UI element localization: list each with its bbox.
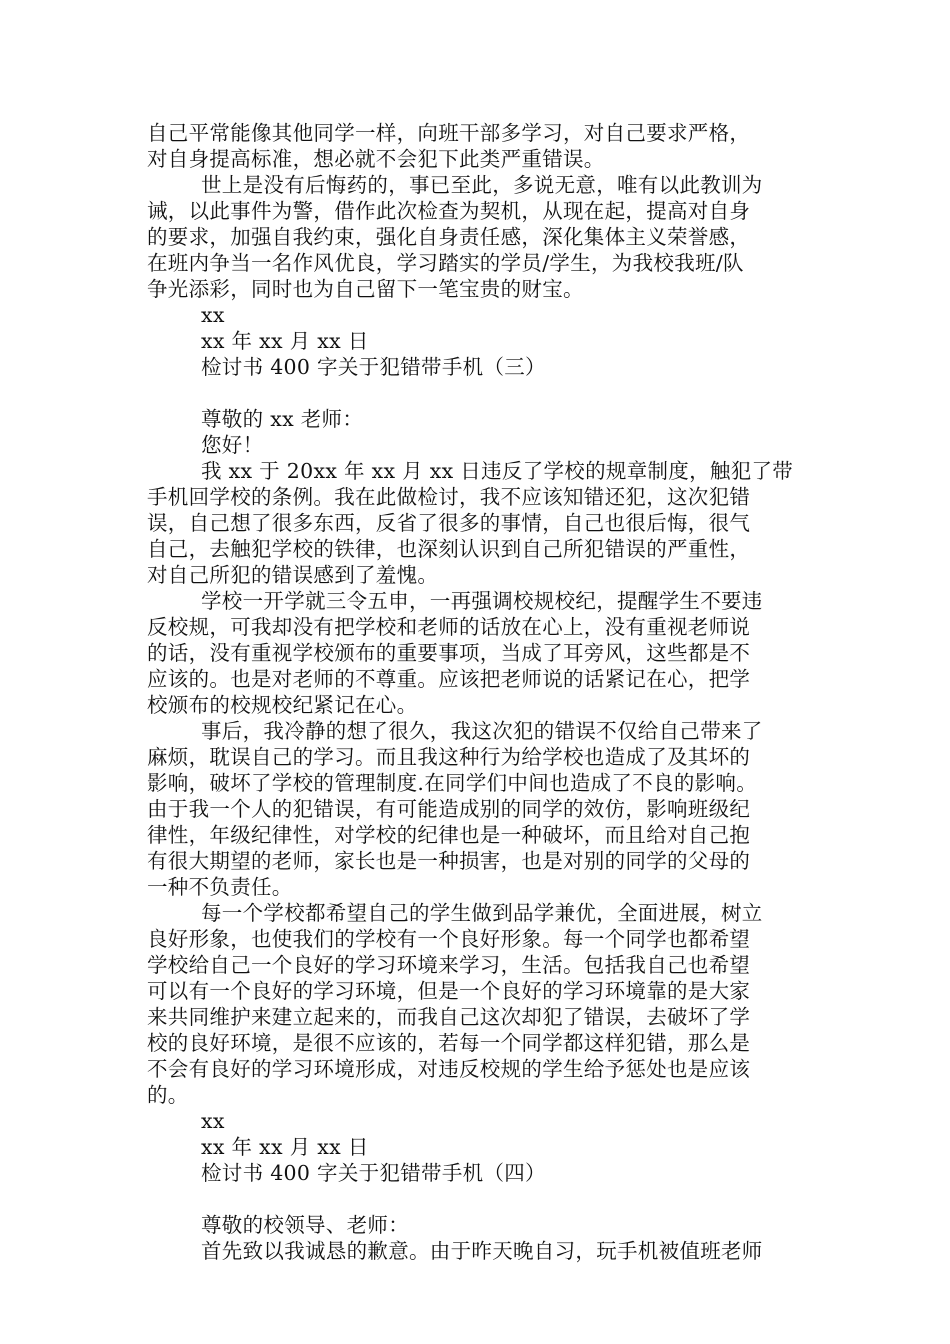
text-line: 对自身提高标准，想必就不会犯下此类严重错误。 bbox=[147, 147, 605, 171]
text-line: 校的良好环境，是很不应该的，若每一个同学都这样犯错，那么是 bbox=[147, 1031, 751, 1055]
text-line: xx bbox=[201, 1109, 225, 1133]
text-line: 手机回学校的条例。我在此做检讨，我不应该知错还犯，这次犯错 bbox=[147, 485, 751, 509]
document-body bbox=[147, 120, 807, 1264]
text-line: 的话，没有重视学校颁布的重要事项，当成了耳旁风，这些都是不 bbox=[147, 641, 751, 665]
text-line: 您好！ bbox=[201, 433, 264, 457]
text-line: 尊敬的校领导、老师： bbox=[201, 1213, 409, 1237]
text-line: 检讨书 400 字关于犯错带手机（三） bbox=[201, 355, 546, 379]
text-line: 有很大期望的老师，家长也是一种损害，也是对别的同学的父母的 bbox=[147, 849, 751, 873]
text-line: 来共同维护来建立起来的，而我自己这次却犯了错误，去破坏了学 bbox=[147, 1005, 751, 1029]
text-line: 应该的。也是对老师的不尊重。应该把老师说的话紧记在心，把学 bbox=[147, 667, 751, 691]
text-line: 校颁布的校规校纪紧记在心。 bbox=[147, 693, 418, 717]
text-line: 尊敬的 xx 老师： bbox=[201, 407, 364, 431]
text-line: 一种不负责任。 bbox=[147, 875, 293, 899]
text-line: xx bbox=[201, 303, 225, 327]
text-line: 的。 bbox=[147, 1083, 189, 1107]
text-line: 的要求，加强自我约束，强化自身责任感，深化集体主义荣誉感， bbox=[147, 225, 751, 249]
text-line: 每一个学校都希望自己的学生做到品学兼优，全面进展，树立 bbox=[201, 901, 763, 925]
text-line: 反校规，可我却没有把学校和老师的话放在心上，没有重视老师说 bbox=[147, 615, 751, 639]
text-line: 律性，年级纪律性，对学校的纪律也是一种破坏，而且给对自己抱 bbox=[147, 823, 751, 847]
text-line: 可以有一个良好的学习环境，但是一个良好的学习环境靠的是大家 bbox=[147, 979, 751, 1003]
text-line: 不会有良好的学习环境形成，对违反校规的学生给予惩处也是应该 bbox=[147, 1057, 751, 1081]
text-line: 对自己所犯的错误感到了羞愧。 bbox=[147, 563, 439, 587]
text-line: 争光添彩，同时也为自己留下一笔宝贵的财宝。 bbox=[147, 277, 584, 301]
text-line: 学校给自己一个良好的学习环境来学习，生活。包括我自己也希望 bbox=[147, 953, 751, 977]
text-line: xx 年 xx 月 xx 日 bbox=[201, 1135, 369, 1159]
text-line: 世上是没有后悔药的，事已至此，多说无意，唯有以此教训为 bbox=[201, 173, 763, 197]
text-line: 自己平常能像其他同学一样，向班干部多学习，对自己要求严格， bbox=[147, 121, 751, 145]
text-line: 诫，以此事件为警，借作此次检查为契机，从现在起，提高对自身 bbox=[147, 199, 751, 223]
text-line: xx 年 xx 月 xx 日 bbox=[201, 329, 369, 353]
text-line: 良好形象，也使我们的学校有一个良好形象。每一个同学也都希望 bbox=[147, 927, 751, 951]
text-line: 事后，我冷静的想了很久，我这次犯的错误不仅给自己带来了 bbox=[201, 719, 763, 743]
text-line: 学校一开学就三令五申，一再强调校规校纪，提醒学生不要违 bbox=[201, 589, 763, 613]
text-line: 麻烦，耽误自己的学习。而且我这种行为给学校也造成了及其坏的 bbox=[147, 745, 751, 769]
text-line: 影响，破坏了学校的管理制度.在同学们中间也造成了不良的影响。 bbox=[147, 771, 758, 795]
text-line: 我 xx 于 20xx 年 xx 月 xx 日违反了学校的规章制度，触犯了带 bbox=[201, 459, 794, 483]
text-line: 由于我一个人的犯错误，有可能造成别的同学的效仿，影响班级纪 bbox=[147, 797, 751, 821]
text-line: 自己，去触犯学校的铁律，也深刻认识到自己所犯错误的严重性， bbox=[147, 537, 751, 561]
blank-line bbox=[147, 380, 807, 406]
text-line: 首先致以我诚恳的歉意。由于昨天晚自习，玩手机被值班老师 bbox=[201, 1239, 763, 1263]
blank-line bbox=[147, 1186, 807, 1212]
text-line: 检讨书 400 字关于犯错带手机（四） bbox=[201, 1161, 546, 1185]
text-line: 误，自己想了很多东西，反省了很多的事情，自己也很后悔，很气 bbox=[147, 511, 751, 535]
text-line: 在班内争当一名作风优良，学习踏实的学员/学生，为我校我班/队 bbox=[147, 251, 744, 275]
